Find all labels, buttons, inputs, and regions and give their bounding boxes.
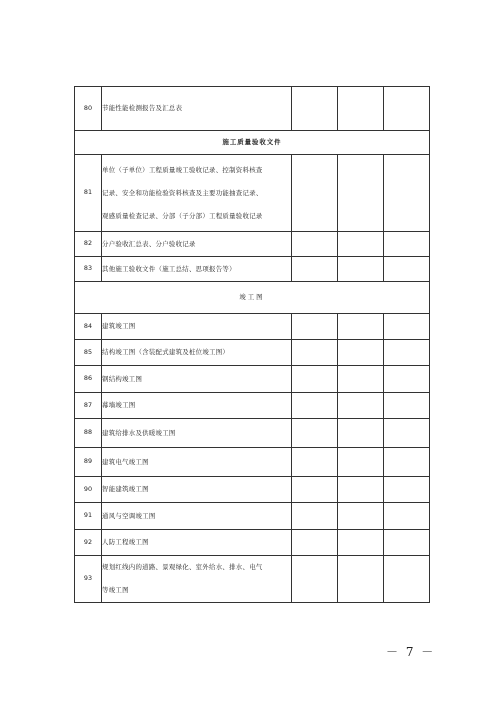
table-row <box>75 257 430 282</box>
description-line: 单位（子单位）工程质量竣工验收记录、控制资料核查 <box>102 165 263 174</box>
empty-cell <box>384 257 430 282</box>
row-number: 80 <box>75 87 102 131</box>
row-description <box>102 503 292 530</box>
description-line: 记录、安全和功能检验资料核查及主要功能抽查记录、 <box>102 188 263 197</box>
empty-cell <box>338 419 384 448</box>
empty-cell <box>384 393 430 419</box>
empty-cell <box>292 530 338 556</box>
section-title: 施工质量验收文件 <box>75 131 430 155</box>
empty-cell <box>292 155 338 232</box>
description-line: 钢结构竣工图 <box>102 374 143 383</box>
row-number: 86 <box>75 366 102 393</box>
description-line: 其他施工验收文件（施工总结、思项报告等） <box>102 264 236 273</box>
description-line: 等竣工图 <box>102 586 129 594</box>
description-line: 节能性能检测报告及汇总表 <box>102 104 183 112</box>
description-line: 建筑竣工图 <box>102 322 136 330</box>
description-line: 规划红线内的道路、景观绿化、室外给水、排水、电气 <box>102 563 263 571</box>
empty-cell <box>292 419 338 448</box>
empty-cell <box>292 556 338 603</box>
description-line: 通风与空调竣工图 <box>102 511 156 520</box>
table-row <box>75 419 430 448</box>
description-line: 观感质量检查记录、分部（子分部）工程质量验收记录 <box>102 211 263 220</box>
description-line: 人防工程竣工图 <box>102 538 149 546</box>
empty-cell <box>292 87 338 131</box>
row-description <box>102 393 292 419</box>
table-row <box>75 503 430 530</box>
description-line: 智能建筑竣工图 <box>102 485 149 493</box>
empty-cell <box>384 477 430 503</box>
empty-cell <box>292 393 338 419</box>
row-description <box>102 448 292 477</box>
row-description <box>102 340 292 366</box>
table-row <box>75 366 430 393</box>
empty-cell <box>338 87 384 131</box>
empty-cell <box>292 448 338 477</box>
archive-list-table <box>74 86 430 603</box>
empty-cell <box>292 477 338 503</box>
row-number: 82 <box>75 232 102 257</box>
table-row <box>75 393 430 419</box>
row-number: 88 <box>75 419 102 448</box>
section-header-row <box>75 131 430 155</box>
section-title: 竣工图 <box>75 282 430 314</box>
row-description <box>102 155 292 232</box>
row-description <box>102 556 292 603</box>
empty-cell <box>384 340 430 366</box>
description-line: 建筑给排水及供暖竣工图 <box>102 428 176 437</box>
row-description <box>102 314 292 340</box>
empty-cell <box>292 366 338 393</box>
row-number: 83 <box>75 257 102 282</box>
row-number: 81 <box>75 155 102 232</box>
description-line: 分户验收汇总表、分户验收记录 <box>102 239 196 248</box>
section-header-row-large <box>75 282 430 314</box>
empty-cell <box>338 530 384 556</box>
empty-cell <box>338 340 384 366</box>
empty-cell <box>384 419 430 448</box>
empty-cell <box>338 314 384 340</box>
table-row <box>75 477 430 503</box>
empty-cell <box>384 232 430 257</box>
empty-cell <box>384 448 430 477</box>
table-row <box>75 87 430 131</box>
empty-cell <box>384 87 430 131</box>
empty-cell <box>338 366 384 393</box>
row-number: 84 <box>75 314 102 340</box>
empty-cell <box>338 556 384 603</box>
empty-cell <box>292 503 338 530</box>
row-number: 89 <box>75 448 102 477</box>
empty-cell <box>384 155 430 232</box>
description-line: 幕墙竣工图 <box>102 401 136 409</box>
empty-cell <box>384 366 430 393</box>
table-row <box>75 314 430 340</box>
empty-cell <box>338 155 384 232</box>
table-row <box>75 448 430 477</box>
empty-cell <box>292 232 338 257</box>
empty-cell <box>384 530 430 556</box>
table-row <box>75 530 430 556</box>
row-description <box>102 257 292 282</box>
empty-cell <box>338 257 384 282</box>
table-row <box>75 556 430 603</box>
table-body <box>75 87 430 603</box>
empty-cell <box>384 556 430 603</box>
empty-cell <box>338 448 384 477</box>
row-description <box>102 477 292 503</box>
row-number: 93 <box>75 556 102 603</box>
row-number: 87 <box>75 393 102 419</box>
row-number: 90 <box>75 477 102 503</box>
empty-cell <box>338 477 384 503</box>
empty-cell <box>338 393 384 419</box>
table-row <box>75 155 430 232</box>
empty-cell <box>338 232 384 257</box>
empty-cell <box>292 314 338 340</box>
row-description <box>102 530 292 556</box>
empty-cell <box>292 257 338 282</box>
row-description <box>102 232 292 257</box>
empty-cell <box>384 314 430 340</box>
row-description <box>102 366 292 393</box>
table-row <box>75 232 430 257</box>
description-line: 建筑电气竣工图 <box>102 457 149 466</box>
empty-cell <box>338 503 384 530</box>
row-number: 92 <box>75 530 102 556</box>
description-line: 结构竣工图（含装配式建筑及桩位竣工图） <box>102 348 230 356</box>
page-number: － 7 － <box>386 645 436 659</box>
empty-cell <box>292 340 338 366</box>
row-description <box>102 87 292 131</box>
empty-cell <box>384 503 430 530</box>
row-number: 85 <box>75 340 102 366</box>
row-description <box>102 419 292 448</box>
table-row <box>75 340 430 366</box>
row-number: 91 <box>75 503 102 530</box>
